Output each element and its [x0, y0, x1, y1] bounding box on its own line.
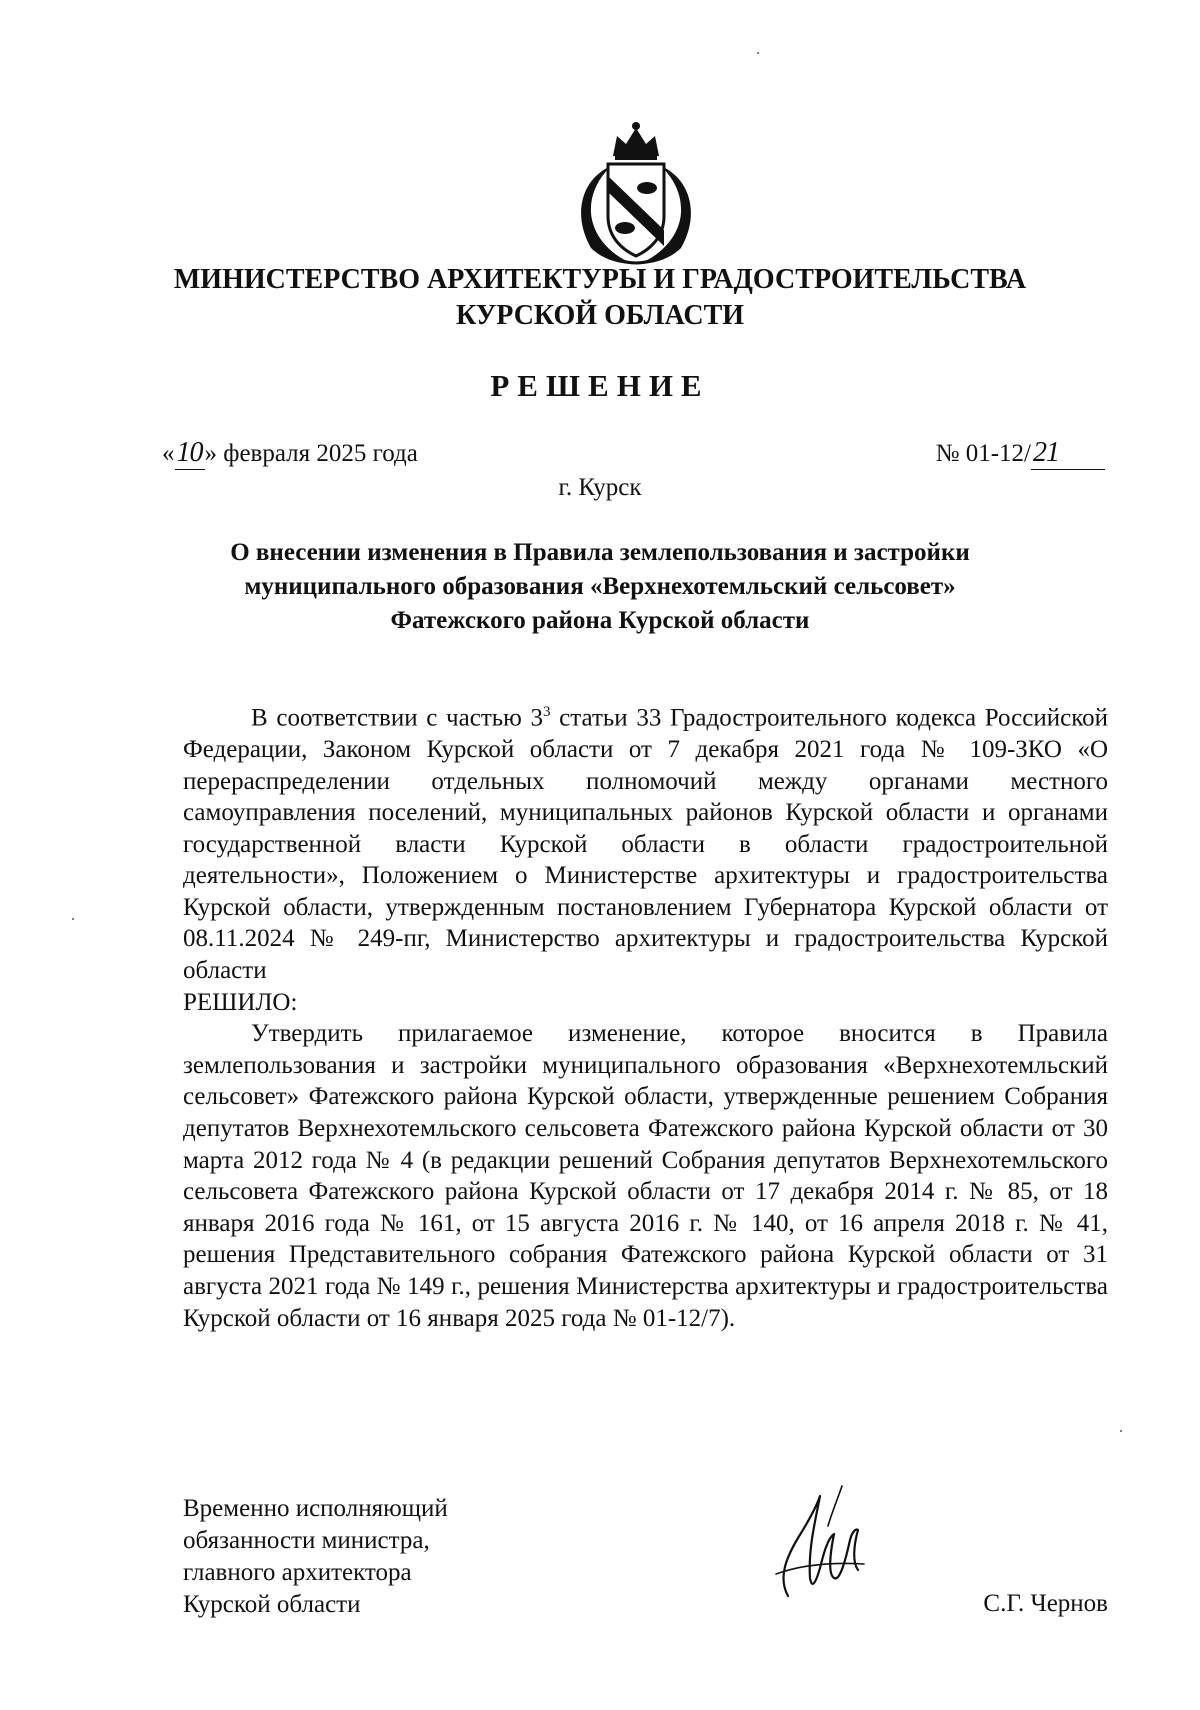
document-type-title: РЕШЕНИЕ	[490, 368, 710, 403]
document-number	[936, 437, 1105, 470]
p1-rest: статьи 33 Градостроительного кодекса Российской Федерации, Законом Курской области от 7 декабря 2021 года № 109-ЗКО «О перераспределении отдельных полномочий между органами местного самоуправления поселений, муниципальных районов Курской области и органами государственной власти Курской области в области градостроительной деятельности», Положением о Министерстве архитектуры и градостроительства Курской области, утвержденным постановлением Губернатора Курской области от 08.11.2024 № 249-пг, Министерство архитектуры и градостроительства Курской области	[183, 704, 1108, 985]
position-line1: Временно исполняющий	[183, 1495, 448, 1522]
scan-speck	[72, 918, 74, 920]
position-line4: Курской области	[183, 1591, 361, 1618]
position-line2: обязанности министра,	[183, 1527, 430, 1554]
ministry-header	[0, 262, 1200, 334]
scan-speck	[757, 52, 759, 54]
subject-line3: Фатежского района Курской области	[390, 607, 810, 634]
p1-superscript: 3	[543, 704, 551, 720]
body-paragraph-2: Утвердить прилагаемое изменение, которое вносится в Правила землепользования и застройки муниципального образования «Верхнехотемльский сельсовет» Фатежского района Курской области, утвержденные решением Собрания депутатов Верхнехотемльского сельсовета Фатежского района Курской области от 30 марта 2012 года № 4 (в редакции решений Собрания депутатов Верхнехотемльского сельсовета Фатежского района Курской области от 17 декабря 2014 г. № 85, от 18 января 2016 года № 161, от 15 августа 2016 г. № 140, от 16 апреля 2018 г. № 41, решения Представительного собрания Фатежского района Курской области от 31 августа 2021 года № 149 г., решения Министерства архитектуры и градостроительства Курской области от 16 января 2025 года № 01-12/7).	[183, 1020, 1108, 1332]
body-paragraph-1	[183, 697, 1108, 987]
position-line3: главного архитектора	[183, 1559, 412, 1586]
document-city: г. Курск	[558, 474, 642, 501]
subject-line2: муниципального образования «Верхнехотемльский сельсовет»	[244, 573, 956, 600]
document-date	[162, 437, 418, 470]
subject-line1: О внесении изменения в Правила землепользования и застройки	[230, 539, 970, 566]
coat-of-arms-icon	[563, 118, 709, 268]
decided-label: РЕШИЛО:	[183, 988, 298, 1016]
date-rest: » февраля 2025 года	[204, 440, 418, 467]
handwritten-signature-icon	[768, 1478, 873, 1603]
signatory-name: С.Г. Чернов	[983, 1590, 1108, 1617]
p1-start: В соответствии с частью 3	[251, 704, 543, 732]
date-day-handwritten: 10	[176, 437, 203, 468]
scan-speck	[1120, 1430, 1122, 1432]
date-open-quote: «	[162, 440, 175, 467]
ministry-name-line1: МИНИСТЕРСТВО АРХИТЕКТУРЫ И ГРАДОСТРОИТЕЛЬСТВА	[173, 264, 1027, 295]
number-prefix: № 01-12/	[935, 440, 1031, 467]
number-handwritten: 21	[1031, 437, 1105, 470]
ministry-name-line2: КУРСКОЙ ОБЛАСТИ	[455, 300, 745, 331]
document-body	[183, 697, 1108, 1334]
signatory-position	[183, 1493, 448, 1621]
document-subject	[150, 536, 1050, 638]
